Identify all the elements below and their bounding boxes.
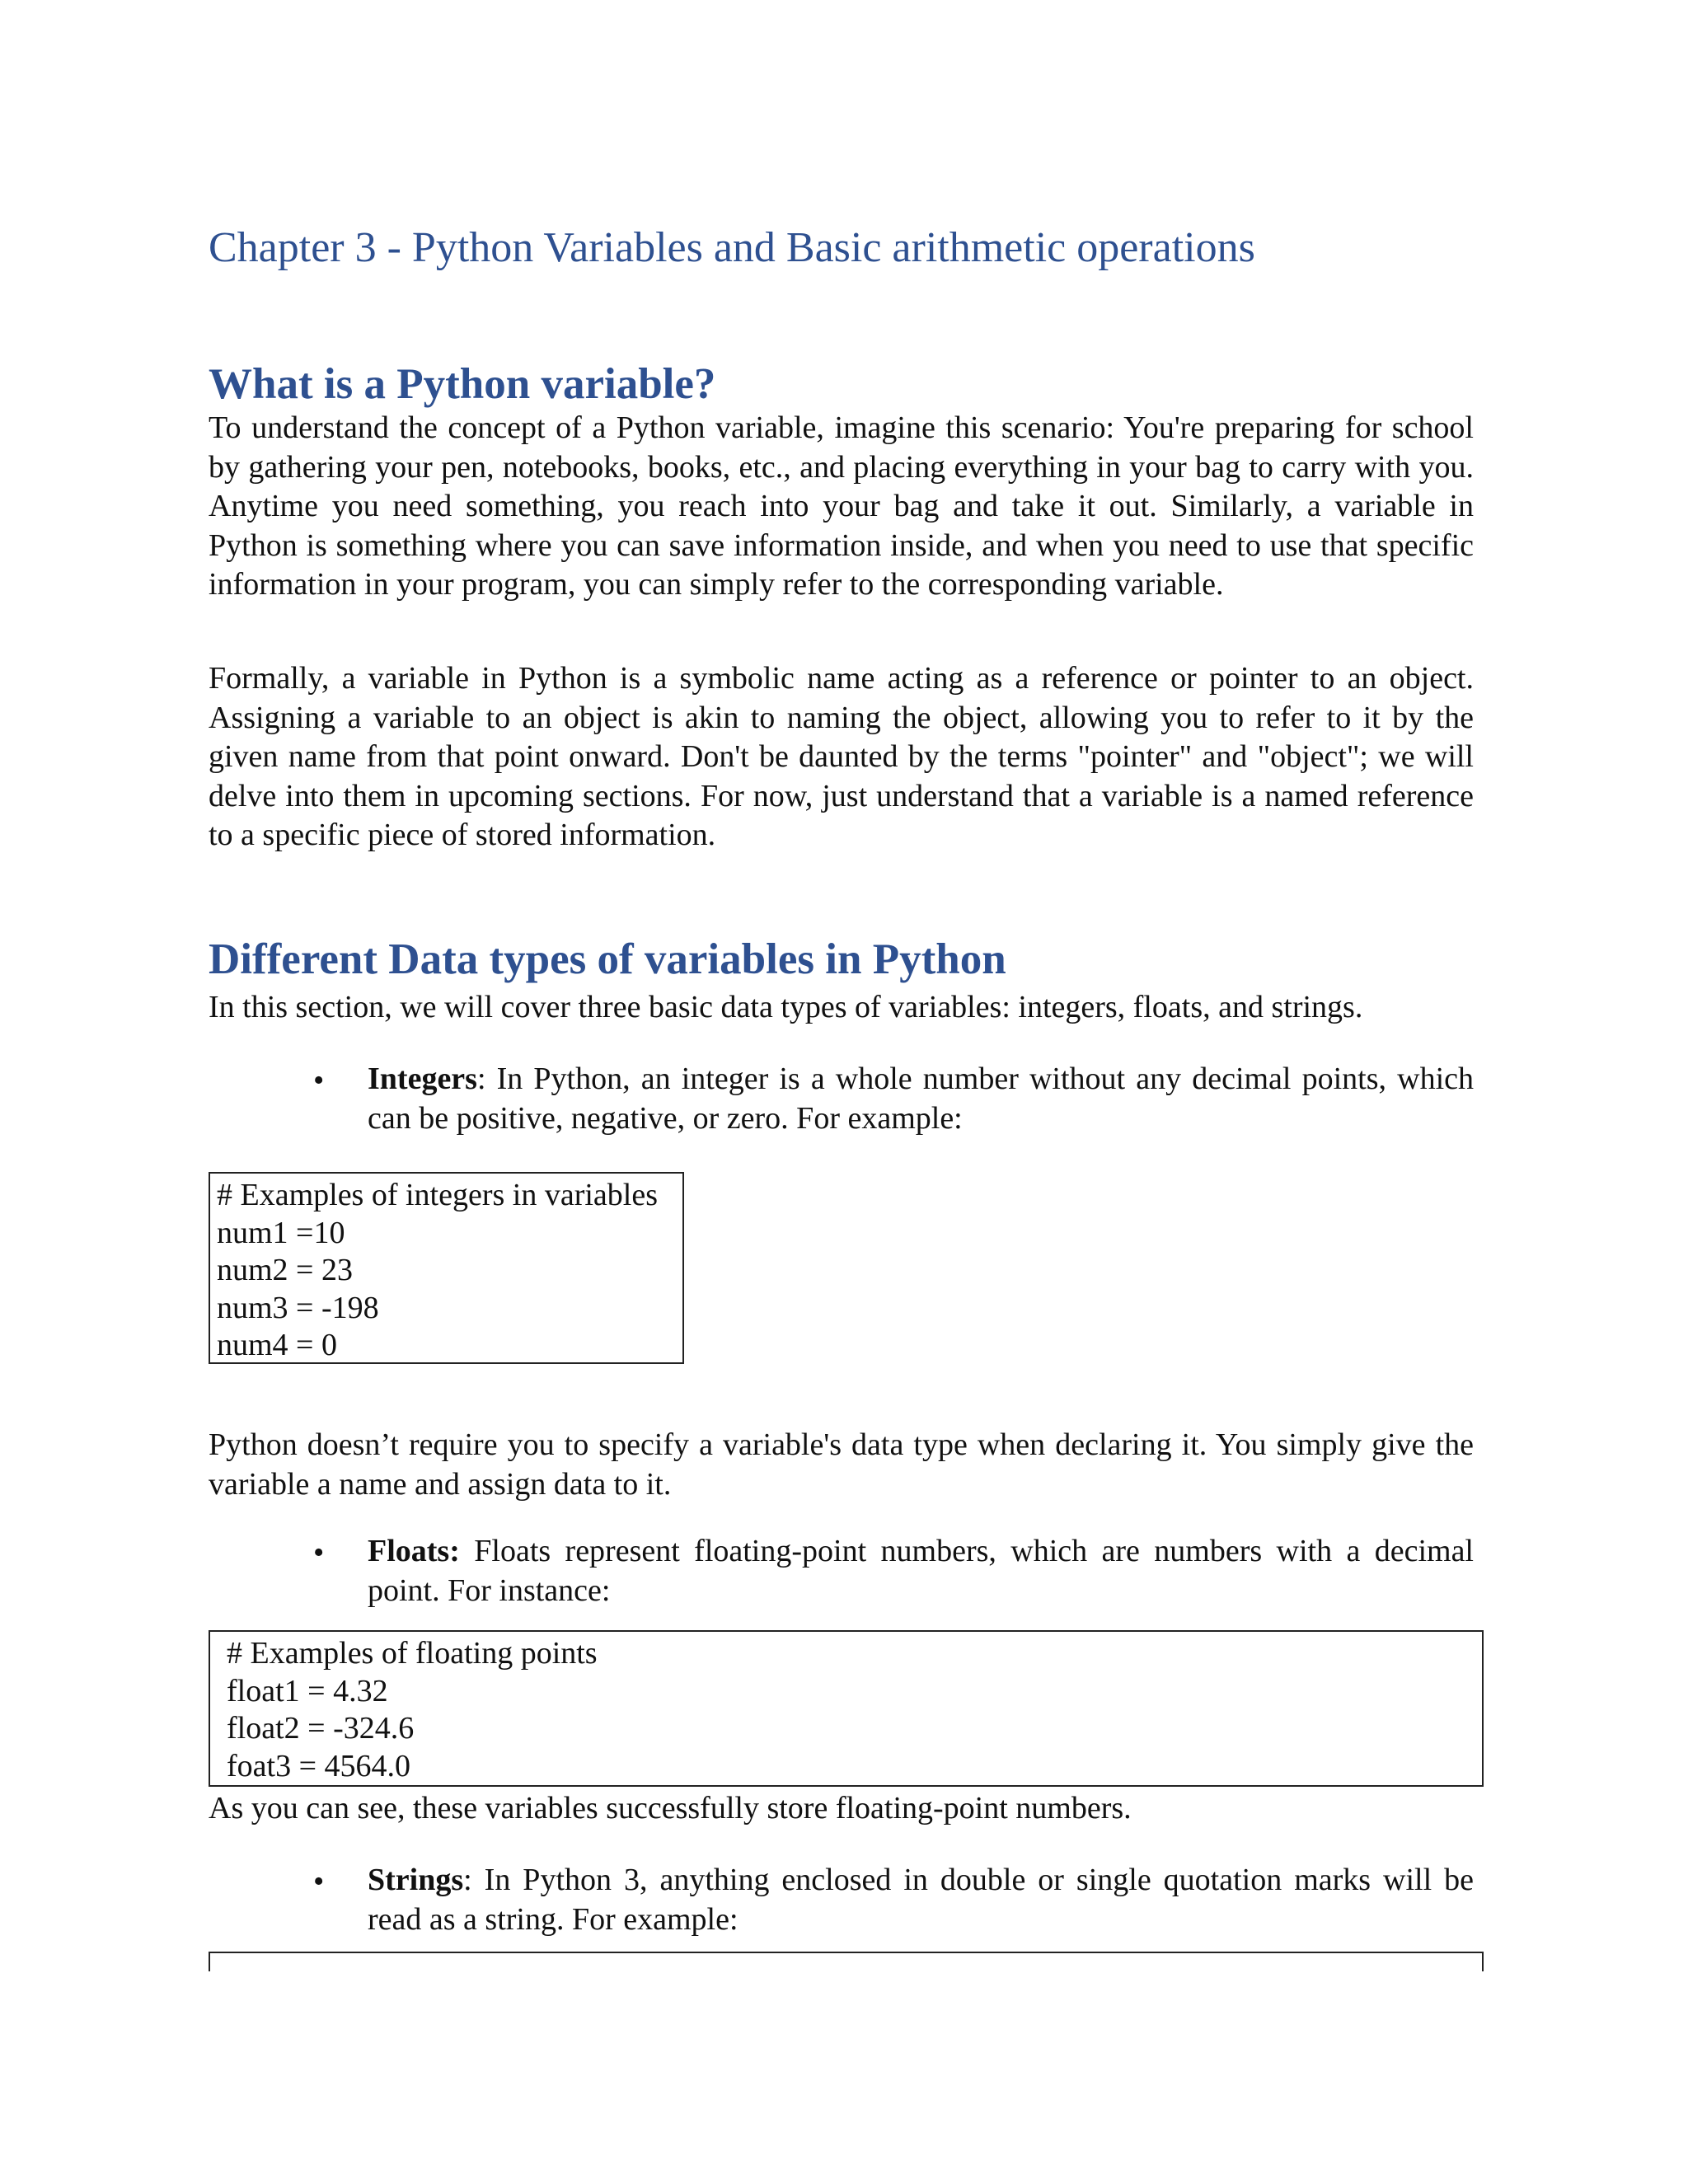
bullet-floats-label: Floats: (368, 1534, 460, 1568)
code-line: num2 = 23 (217, 1253, 353, 1287)
bullet-integers (368, 1060, 1474, 1138)
bullet-strings (368, 1861, 1474, 1939)
section-heading-python-variable: What is a Python variable? (209, 360, 716, 408)
code-line: # Examples of integers in variables (217, 1178, 659, 1212)
bullet-dot-floats: • (313, 1535, 325, 1570)
code-line: float2 = -324.6 (227, 1711, 415, 1746)
code-line: # Examples of floating points (227, 1636, 598, 1671)
bullet-dot-integers: • (313, 1063, 325, 1098)
bullet-dot-strings: • (313, 1864, 325, 1899)
paragraph-variable-formal: Formally, a variable in Python is a symbolic name acting as a reference or pointer to an object. Assigning a variable to an object is akin to naming the object, allowing you to refer to it by the given name from that point onward. Don't be daunted by the terms "pointer" and "object"; we will delve into them in upcoming sections. For now, just understand that a variable is a named reference to a specific piece of stored information. (209, 661, 1474, 852)
section-heading-data-types: Different Data types of variables in Python (209, 935, 1006, 983)
code-line: num3 = -198 (217, 1290, 379, 1325)
bullet-integers-label: Integers (368, 1062, 477, 1096)
code-box-floats (209, 1630, 1484, 1787)
bullet-floats-text: Floats represent floating-point numbers, which are numbers with a decimal point. For instance: (368, 1534, 1474, 1608)
paragraph-floats-result: As you can see, these variables successfully store floating-point numbers. (209, 1791, 1132, 1825)
bullet-integers-text: : In Python, an integer is a whole number without any decimal points, which can be positive, negative, or zero. For example: (368, 1062, 1474, 1136)
paragraph-variable-analogy: To understand the concept of a Python variable, imagine this scenario: You're preparing for school by gathering your pen, notebooks, books, etc., and placing everything in your bag to carry with you. Anytime you need something, you reach into your bag and take it out. Similarly, a variable in Python is something where you can save information inside, and when you need to use that specific information in your program, you can simply refer to the corresponding variable. (209, 410, 1474, 602)
code-line: num4 = 0 (217, 1328, 337, 1362)
paragraph-data-types-intro: In this section, we will cover three basic data types of variables: integers, floats, and strings. (209, 990, 1363, 1024)
chapter-title: Chapter 3 - Python Variables and Basic arithmetic operations (209, 224, 1255, 271)
paragraph-no-type-declaration: Python doesn’t require you to specify a variable's data type when declaring it. You simply give the variable a name and assign data to it. (209, 1427, 1474, 1502)
code-box-strings-partial (209, 1952, 1484, 1971)
bullet-floats (368, 1532, 1474, 1610)
bullet-strings-label: Strings (368, 1863, 464, 1897)
code-line: foat3 = 4564.0 (227, 1748, 411, 1783)
code-box-integers (209, 1172, 684, 1364)
code-line: float1 = 4.32 (227, 1673, 388, 1708)
bullet-strings-text: : In Python 3, anything enclosed in double or single quotation marks will be read as a string. For example: (368, 1863, 1474, 1937)
code-line: num1 =10 (217, 1215, 345, 1250)
